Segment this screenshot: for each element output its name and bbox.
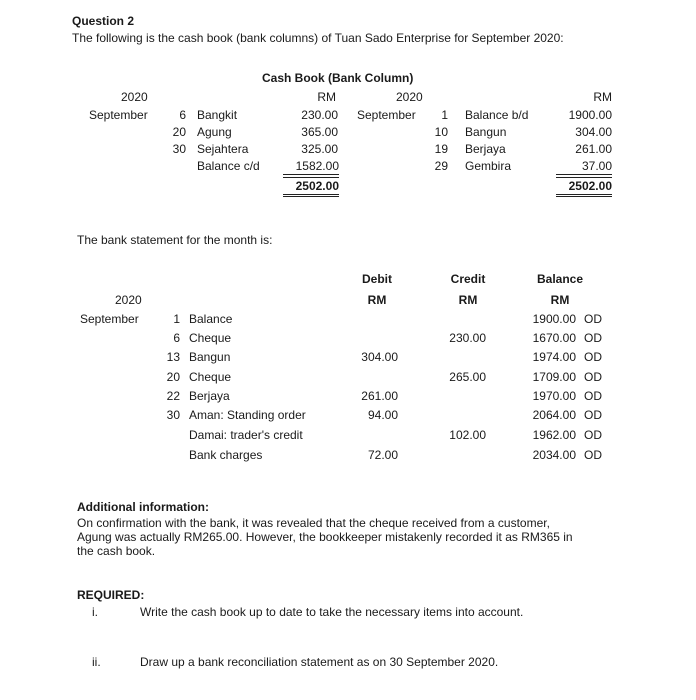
cash-book-left-desc: Agung — [197, 125, 232, 139]
cash-book-left-day: 30 — [172, 142, 186, 156]
bank-statement-flag: OD — [584, 448, 602, 462]
cash-book-right-amount: 261.00 — [575, 142, 612, 156]
additional-line: the cash book. — [77, 544, 156, 558]
bank-statement-credit: 230.00 — [449, 331, 486, 345]
bank-statement-day: 20 — [166, 370, 180, 384]
bank-statement-credit: 265.00 — [449, 370, 486, 384]
cash-book-right-day: 29 — [434, 159, 448, 173]
bank-statement-unit-debit: RM — [367, 293, 387, 307]
bank-statement-desc: Aman: Standing order — [189, 408, 306, 422]
cash-book-right-month: September — [357, 108, 416, 122]
bank-statement-balance: 1970.00 — [532, 389, 576, 403]
bank-statement-col-debit: Debit — [362, 272, 392, 286]
bank-statement-flag: OD — [584, 312, 602, 326]
bank-statement-month: September — [80, 312, 139, 326]
bank-statement-balance: 2034.00 — [532, 448, 576, 462]
bank-statement-balance: 1670.00 — [532, 331, 576, 345]
bank-statement-day: 22 — [166, 389, 180, 403]
additional-heading: Additional information: — [77, 500, 209, 514]
required-item-number: i. — [92, 605, 98, 619]
bank-statement-flag: OD — [584, 350, 602, 364]
cash-book-left-day: 20 — [172, 125, 186, 139]
bank-statement-unit-balance: RM — [550, 293, 570, 307]
cash-book-right-day: 19 — [434, 142, 448, 156]
bank-statement-desc: Balance — [189, 312, 233, 326]
cash-book-left-total: 2502.00 — [283, 177, 339, 197]
bank-statement-desc: Bank charges — [189, 448, 263, 462]
bank-statement-col-credit: Credit — [450, 272, 486, 286]
cash-book-right-amount: 37.00 — [556, 159, 612, 175]
cash-book-right-desc: Gembira — [465, 159, 512, 173]
bank-statement-balance: 1709.00 — [532, 370, 576, 384]
required-heading: REQUIRED: — [77, 588, 145, 602]
cash-book-left-day: 6 — [179, 108, 186, 122]
bank-statement-desc: Berjaya — [189, 389, 230, 403]
cash-book-left-amount: 1582.00 — [283, 159, 339, 175]
cash-book-right-total: 2502.00 — [556, 177, 612, 197]
cash-book-left-rm: RM — [317, 90, 336, 104]
bank-statement-flag: OD — [584, 331, 602, 345]
question-heading: Question 2 — [72, 14, 135, 28]
cash-book-title: Cash Book (Bank Column) — [262, 71, 414, 85]
bank-statement-day: 30 — [166, 408, 180, 422]
bank-statement-debit: 72.00 — [367, 448, 398, 462]
bank-statement-day: 1 — [173, 312, 180, 326]
cash-book-right-amount: 1900.00 — [568, 108, 612, 122]
cash-book-right-desc: Balance b/d — [465, 108, 529, 122]
cash-book-right-day: 1 — [441, 108, 448, 122]
bank-statement-debit: 304.00 — [361, 350, 398, 364]
bank-statement-flag: OD — [584, 428, 602, 442]
additional-line: Agung was actually RM265.00. However, the bookkeeper mistakenly recorded it as RM365 in — [77, 530, 573, 544]
bank-statement-balance: 1962.00 — [532, 428, 576, 442]
cash-book-right-amount: 304.00 — [575, 125, 612, 139]
bank-statement-balance: 1974.00 — [532, 350, 576, 364]
intro-text: The following is the cash book (bank columns) of Tuan Sado Enterprise for September 2020: — [72, 31, 564, 45]
bank-statement-flag: OD — [584, 370, 602, 384]
cash-book-left-desc: Sejahtera — [197, 142, 249, 156]
bank-statement-desc: Bangun — [189, 350, 231, 364]
cash-book-left-month: September — [89, 108, 148, 122]
additional-line: On confirmation with the bank, it was revealed that the cheque received from a customer, — [77, 516, 550, 530]
bank-statement-desc: Cheque — [189, 370, 232, 384]
bank-statement-desc: Damai: trader's credit — [189, 428, 303, 442]
bank-statement-intro: The bank statement for the month is: — [77, 233, 273, 247]
cash-book-right-day: 10 — [434, 125, 448, 139]
bank-statement-balance: 1900.00 — [532, 312, 576, 326]
bank-statement-unit-credit: RM — [458, 293, 478, 307]
cash-book-left-desc: Bangkit — [197, 108, 238, 122]
bank-statement-col-balance: Balance — [536, 272, 584, 286]
bank-statement-day: 6 — [173, 331, 180, 345]
cash-book-left-year: 2020 — [121, 90, 148, 104]
required-item-text: Draw up a bank reconciliation statement as on 30 September 2020. — [140, 655, 499, 669]
bank-statement-desc: Cheque — [189, 331, 232, 345]
cash-book-left-amount: 325.00 — [301, 142, 338, 156]
bank-statement-credit: 102.00 — [449, 428, 486, 442]
cash-book-left-amount: 365.00 — [301, 125, 338, 139]
cash-book-left-desc: Balance c/d — [197, 159, 260, 173]
bank-statement-balance: 2064.00 — [532, 408, 576, 422]
bank-statement-debit: 94.00 — [367, 408, 398, 422]
cash-book-right-desc: Berjaya — [465, 142, 506, 156]
cash-book-right-desc: Bangun — [465, 125, 507, 139]
cash-book-right-rm: RM — [593, 90, 612, 104]
bank-statement-flag: OD — [584, 389, 602, 403]
cash-book-right-year: 2020 — [396, 90, 423, 104]
cash-book-left-amount: 230.00 — [301, 108, 338, 122]
required-item-number: ii. — [92, 655, 101, 669]
bank-statement-day: 13 — [166, 350, 180, 364]
bank-statement-flag: OD — [584, 408, 602, 422]
bank-statement-year: 2020 — [115, 293, 142, 307]
bank-statement-debit: 261.00 — [361, 389, 398, 403]
required-item-text: Write the cash book up to date to take the necessary items into account. — [140, 605, 524, 619]
